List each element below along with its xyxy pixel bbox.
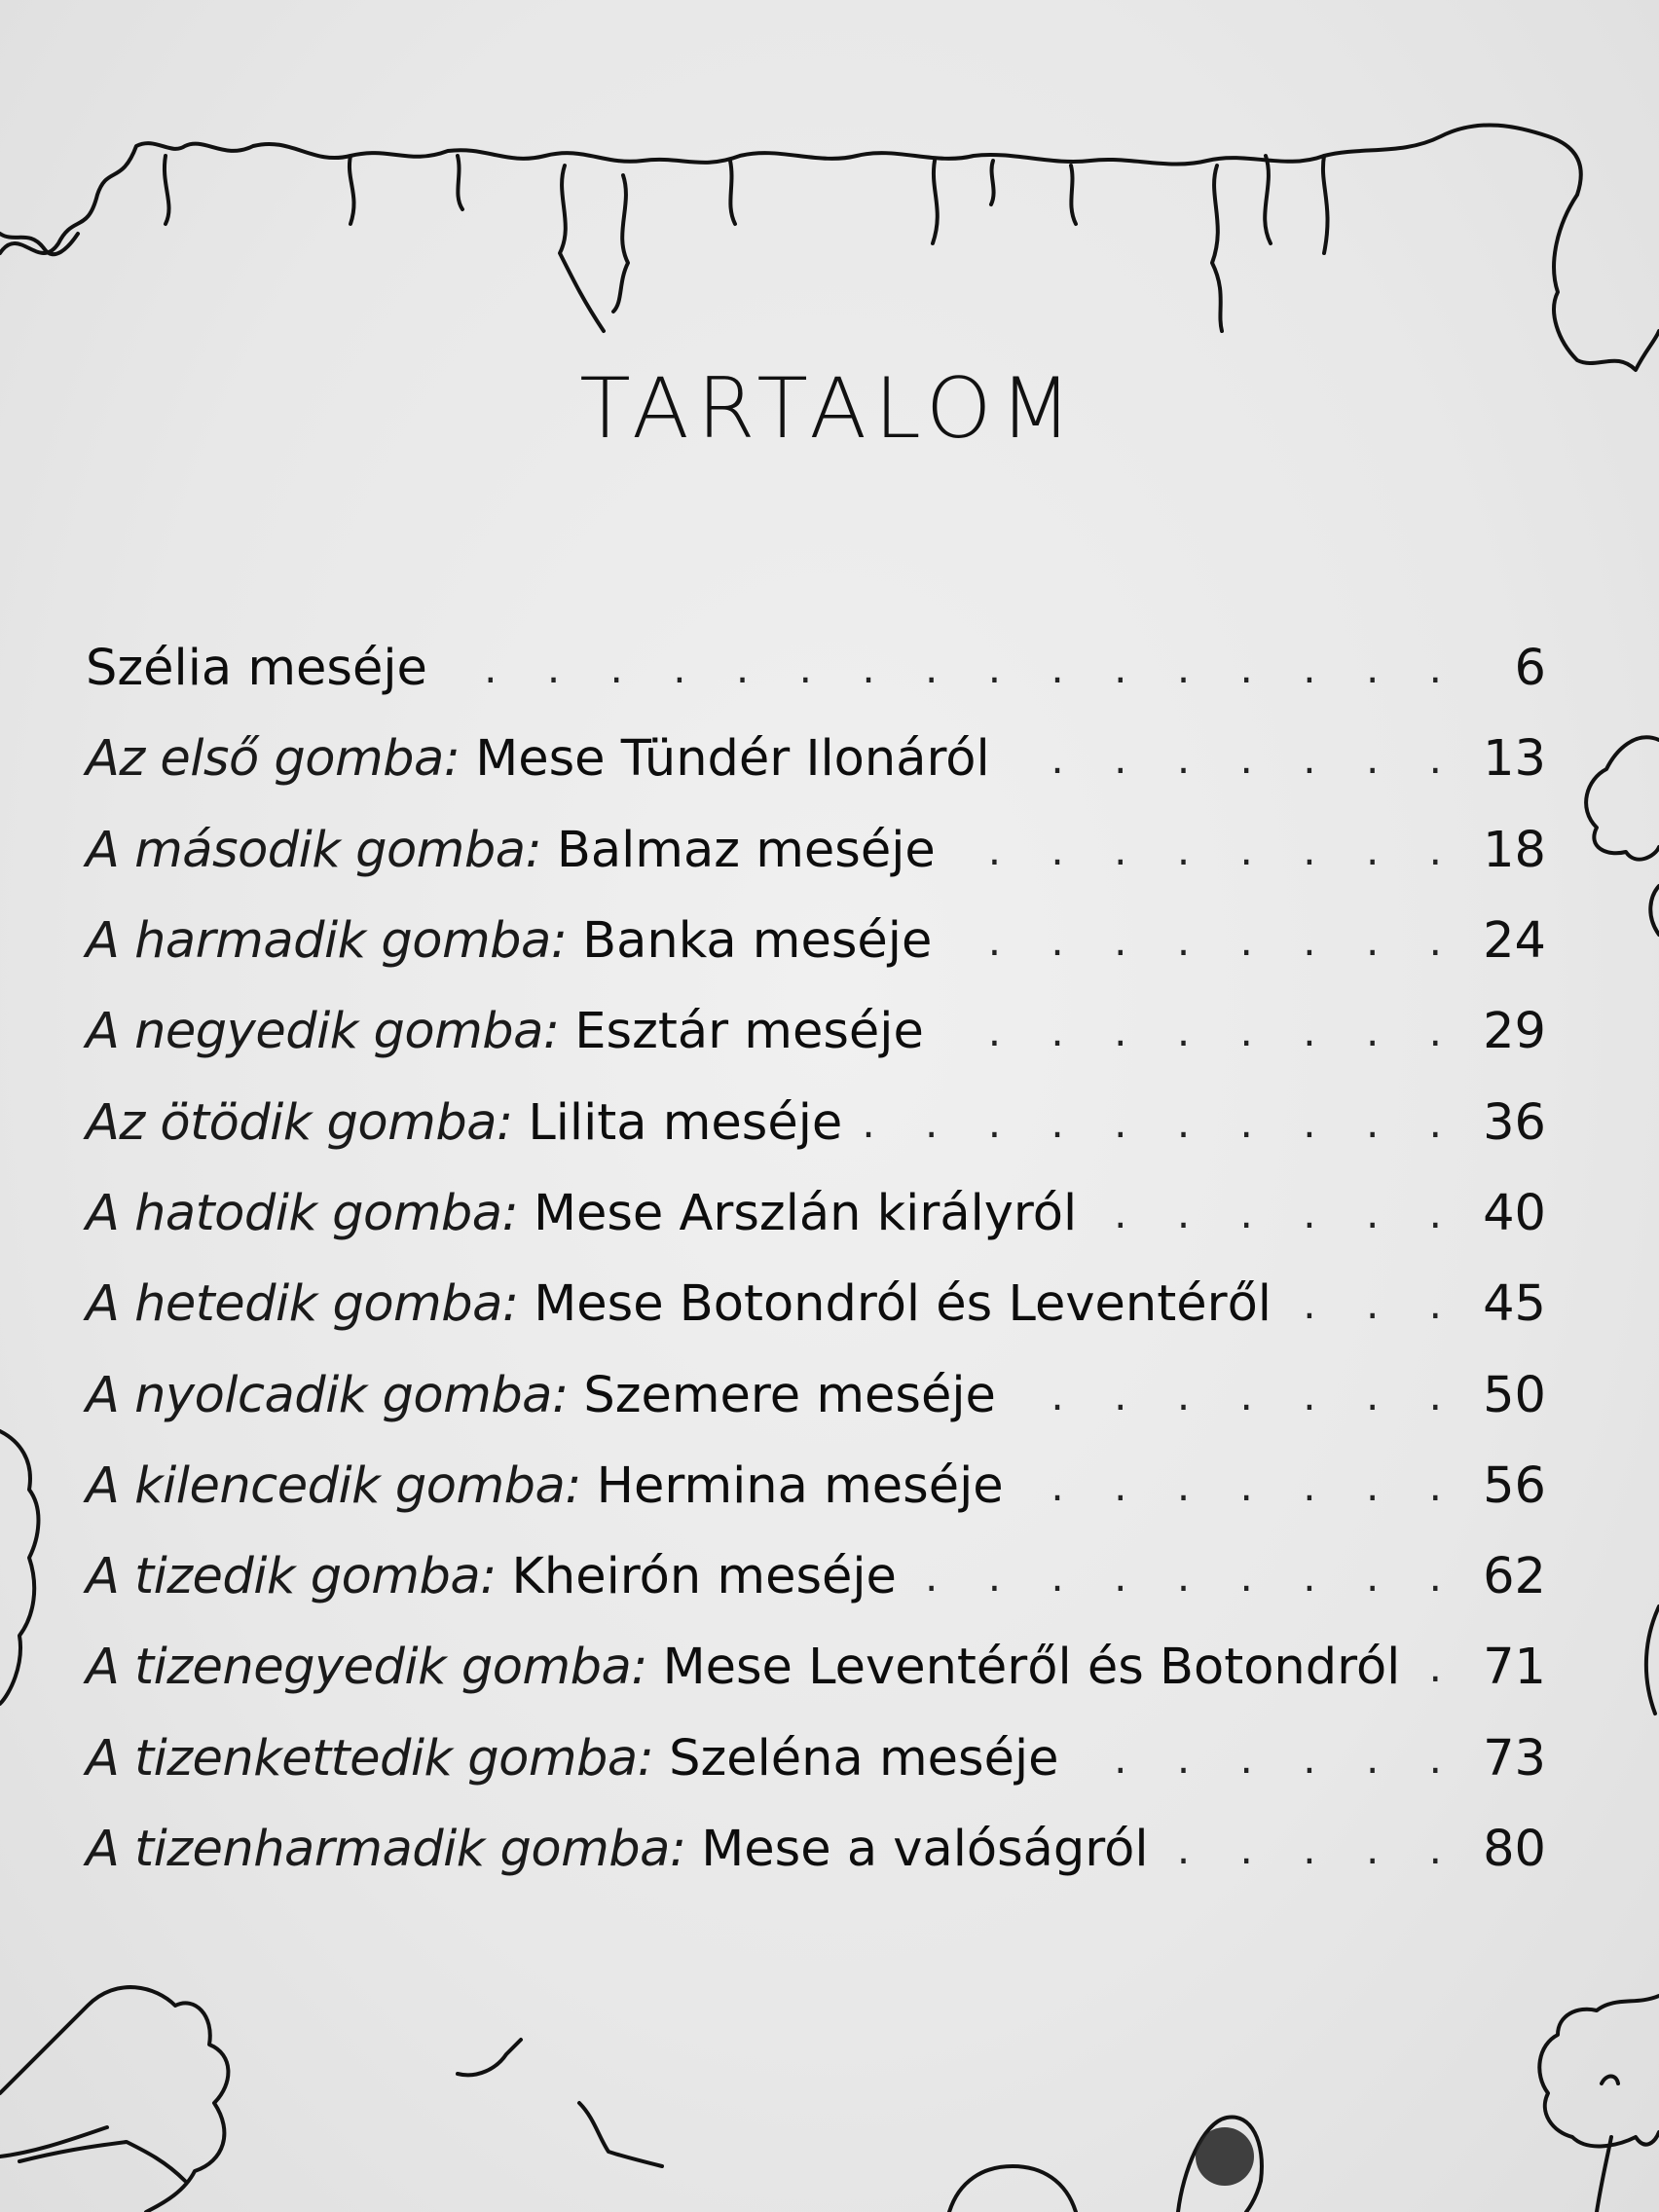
entry-page-number: 40: [1483, 1184, 1546, 1242]
dot-leader: [1077, 1734, 1461, 1784]
dot-leader: [1289, 1279, 1460, 1329]
top-vine-decoration: [0, 125, 1581, 253]
entry-prefix: A második gomba:: [86, 821, 557, 879]
page-title: TARTALOM: [579, 360, 1080, 458]
entry-page-number: 62: [1483, 1548, 1546, 1606]
dot-leader: [1021, 1461, 1460, 1511]
toc-entry: [86, 1259, 1546, 1349]
toc-entry: [86, 896, 1546, 986]
entry-prefix: A kilencedik gomba:: [86, 1456, 597, 1515]
entry-title: Mese Tündér Ilonáról: [475, 730, 990, 789]
toc-entry: [86, 805, 1546, 896]
entry-page-number: 24: [1483, 912, 1546, 971]
entry-prefix: A tizenharmadik gomba:: [86, 1821, 702, 1878]
entry-page-number: 45: [1483, 1275, 1546, 1334]
entry-prefix: A nyolcadik gomba:: [86, 1366, 584, 1424]
berry-decoration: [1196, 2127, 1254, 2186]
toc-entry: [86, 1531, 1546, 1622]
entry-title: Hermina meséje: [596, 1456, 1004, 1515]
entry-page-number: 73: [1483, 1729, 1546, 1788]
dot-leader: [1166, 1825, 1460, 1874]
table-of-contents: [86, 623, 1546, 1895]
entry-title: Szeléna meséje: [669, 1729, 1059, 1788]
dot-leader: [953, 826, 1460, 875]
dot-leader: [949, 916, 1460, 966]
toc-entry: [86, 986, 1546, 1077]
entry-page-number: 6: [1514, 640, 1546, 698]
toc-entry: [86, 1077, 1546, 1167]
entry-prefix: A tizedik gomba:: [86, 1548, 512, 1606]
toc-entry: [86, 1441, 1546, 1531]
entry-prefix: Az ötödik gomba:: [86, 1093, 529, 1152]
toc-entry: [86, 1804, 1546, 1895]
toc-entry: [86, 1349, 1546, 1440]
entry-page-number: 13: [1483, 730, 1546, 789]
entry-title: Mese Botondról és Leventéről: [534, 1275, 1272, 1334]
entry-page-number: 18: [1483, 821, 1546, 879]
entry-title: Banka meséje: [582, 912, 933, 971]
entry-title: Kheirón meséje: [511, 1548, 897, 1606]
dot-leader: [1094, 1189, 1460, 1238]
entry-page-number: 36: [1483, 1093, 1546, 1152]
toc-entry: [86, 714, 1546, 804]
toc-entry: [86, 623, 1546, 714]
entry-page-number: 71: [1483, 1639, 1546, 1697]
entry-prefix: A hatodik gomba:: [86, 1184, 534, 1242]
dot-leader: [1418, 1642, 1460, 1692]
entry-prefix: A hetedik gomba:: [86, 1275, 535, 1334]
dot-leader: [941, 1007, 1460, 1056]
entry-page-number: 80: [1483, 1821, 1546, 1878]
entry-prefix: A negyedik gomba:: [86, 1003, 575, 1061]
entry-title: Mese a valóságról: [701, 1821, 1149, 1878]
dot-leader: [914, 1552, 1460, 1602]
entry-title: Szemere meséje: [583, 1366, 996, 1424]
entry-title: Mese Leventéről és Botondról: [662, 1639, 1401, 1697]
entry-page-number: 50: [1483, 1366, 1546, 1424]
entry-title: Mese Arszlán királyról: [533, 1184, 1078, 1242]
entry-title: Szélia meséje: [86, 640, 427, 698]
entry-page-number: 56: [1483, 1456, 1546, 1515]
entry-prefix: A harmadik gomba:: [86, 912, 583, 971]
entry-prefix: A tizenkettedik gomba:: [86, 1729, 670, 1788]
entry-title: Lilita meséje: [528, 1093, 843, 1152]
dot-leader: [445, 644, 1460, 693]
dot-leader: [1008, 734, 1460, 784]
toc-entry: [86, 1622, 1546, 1713]
toc-entry: [86, 1168, 1546, 1259]
dot-leader: [860, 1098, 1460, 1148]
entry-prefix: A tizenegyedik gomba:: [86, 1639, 663, 1697]
entry-prefix: Az első gomba:: [86, 730, 476, 789]
toc-entry: [86, 1714, 1546, 1804]
entry-title: Balmaz meséje: [556, 821, 936, 879]
entry-page-number: 29: [1483, 1003, 1546, 1061]
entry-title: Esztár meséje: [574, 1003, 924, 1061]
dot-leader: [1014, 1371, 1460, 1420]
